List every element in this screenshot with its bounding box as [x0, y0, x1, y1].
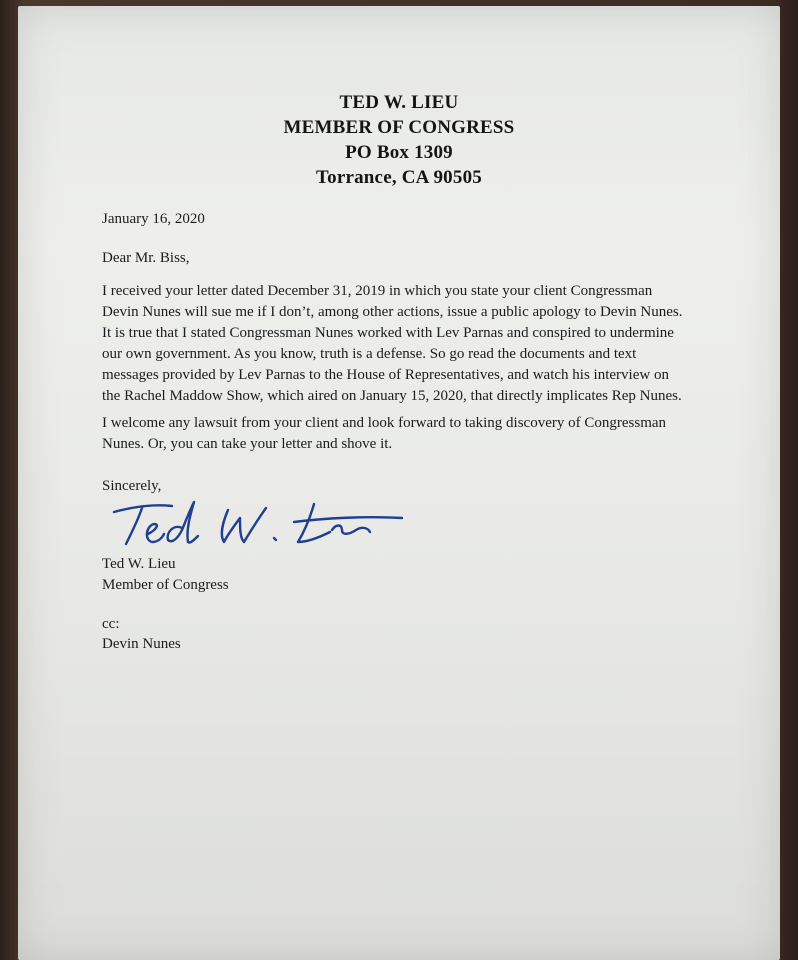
cc-label: cc:	[102, 616, 120, 632]
letterhead	[18, 90, 780, 190]
paragraph-line: Devin Nunes will sue me if I don’t, among other actions, issue a public apology to Devin Nunes.	[102, 304, 683, 320]
body-paragraph-1	[102, 281, 682, 407]
letter-date: January 16, 2020	[102, 211, 205, 227]
signer-title: Member of Congress	[102, 577, 229, 593]
paragraph-line: It is true that I stated Congressman Nunes worked with Lev Parnas and conspired to undermine	[102, 325, 674, 341]
paragraph-line: the Rachel Maddow Show, which aired on January 15, 2020, that directly implicates Rep Nunes.	[102, 388, 682, 404]
signer-name: Ted W. Lieu	[102, 556, 176, 572]
salutation: Dear Mr. Biss,	[102, 250, 190, 266]
paragraph-line: messages provided by Lev Parnas to the House of Representatives, and watch his interview on	[102, 367, 669, 383]
closing: Sincerely,	[102, 478, 162, 494]
handwritten-signature	[106, 494, 406, 554]
paragraph-line: our own government. As you know, truth is a defense. So go read the documents and text	[102, 346, 637, 362]
paragraph-line: I received your letter dated December 31, 2019 in which you state your client Congressman	[102, 283, 653, 299]
cc-recipient: Devin Nunes	[102, 636, 181, 652]
paragraph-line: I welcome any lawsuit from your client and look forward to taking discovery of Congressman	[102, 415, 667, 431]
letterhead-name: TED W. LIEU	[339, 92, 459, 113]
letterhead-title: MEMBER OF CONGRESS	[283, 117, 515, 138]
body-paragraph-2	[102, 413, 682, 455]
letterhead-address-line2: Torrance, CA 90505	[316, 167, 482, 188]
paragraph-line: Nunes. Or, you can take your letter and shove it.	[102, 436, 393, 452]
letterhead-address-line1: PO Box 1309	[345, 142, 453, 163]
letter-page	[18, 6, 780, 960]
